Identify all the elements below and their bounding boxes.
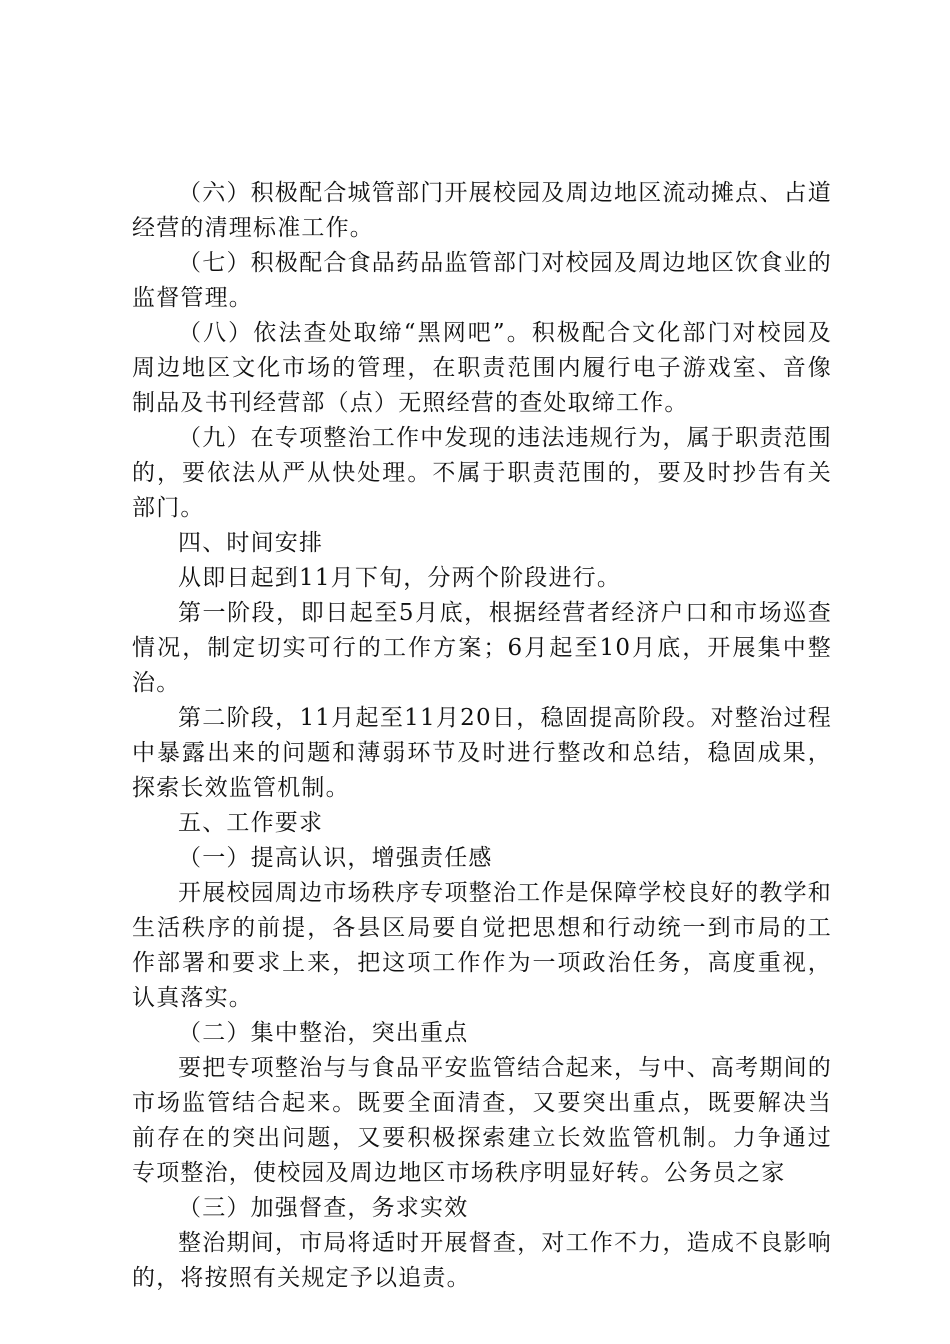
paragraph-item-6: （六）积极配合城管部门开展校园及周边地区流动摊点、占道经营的清理标准工作。 (132, 180, 832, 241)
paragraph-item-7: （七）积极配合食品药品监管部门对校园及周边地区饮食业的监督管理。 (132, 250, 832, 311)
section-heading-schedule: 四、时间安排 (178, 530, 324, 556)
paragraph-item-8: （八）依法查处取缔“黑网吧”。积极配合文化部门对校园及周边地区文化市场的管理，在职责范围内履行电子游戏室、音像制品及书刊经营部（点）无照经营的查处取缔工作。 (132, 320, 832, 416)
paragraph-item-9: （九）在专项整治工作中发现的违法违规行为，属于职责范围的，要依法从严从快处理。不属于职责范围的，要及时抄告有关部门。 (132, 425, 832, 521)
paragraph-phase-two: 第二阶段，11月起至11月20日，稳固提高阶段。对整治过程中暴露出来的问题和薄弱环节及时进行整改和总结，稳固成果，探索长效监管机制。 (132, 705, 832, 801)
document-body (132, 176, 832, 1296)
subheading-awareness: （一）提高认识，增强责任感 (178, 845, 493, 871)
paragraph-schedule-intro: 从即日起到11月下旬，分两个阶段进行。 (178, 565, 622, 591)
paragraph-phase-one: 第一阶段，即日起至5月底，根据经营者经济户口和市场巡查情况，制定切实可行的工作方案；6月起至10月底，开展集中整治。 (132, 600, 832, 696)
paragraph-supervision: 整治期间，市局将适时开展督查，对工作不力，造成不良影响的，将按照有关规定予以追责。 (132, 1230, 832, 1291)
subheading-supervision: （三）加强督查，务求实效 (178, 1195, 469, 1221)
paragraph-awareness: 开展校园周边市场秩序专项整治工作是保障学校良好的教学和生活秩序的前提，各县区局要自觉把思想和行动统一到市局的工作部署和要求上来，把这项工作作为一项政治任务，高度重视，认真落实。 (132, 880, 832, 1011)
section-heading-requirements: 五、工作要求 (178, 810, 324, 836)
paragraph-focus: 要把专项整治与与食品平安监管结合起来，与中、高考期间的市场监管结合起来。既要全面清查，又要突出重点，既要解决当前存在的突出问题，又要积极探索建立长效监管机制。力争通过专项整治，使校园及周边地区市场秩序明显好转。公务员之家 (132, 1055, 832, 1186)
subheading-focus: （二）集中整治，突出重点 (178, 1020, 469, 1046)
